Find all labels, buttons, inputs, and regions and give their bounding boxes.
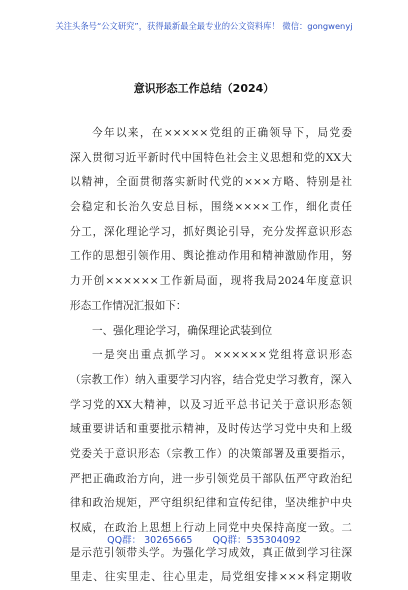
qq-group-1: QQ群： 30265665 [107,535,193,546]
body-line: 里走、往实里走、往心里走，局党组安排×××科定期收 [70,571,352,584]
body-line: 严把正确政治方向，进一步引领党员干部队伍严守政治纪 [70,472,352,485]
section-heading: 一、强化理论学习，确保理论武装到位 [92,324,273,337]
body-line: 形态工作情况汇报如下： [70,299,187,312]
body-line: 域重要讲话和重要批示精神，及时传达学习党中央和上级 [70,423,352,436]
document-body [70,121,352,590]
top-promo-banner: 关注头条号“公文研究”，获得最新最全最专业的公文资料库！ 微信：gongwenyj [55,21,353,31]
qq-group-2: QQ群：535304092 [212,535,301,546]
document-title: 意识形态工作总结（2024） [133,82,275,95]
body-line: 今年以来，在×××××党组的正确领导下，局党委 [92,127,352,139]
body-line: 党委关于意识形态（宗教工作）的决策部署及重要指示， [70,447,352,460]
body-line: 律和政治规矩，严守组织纪律和宣传纪律，坚决维护中央 [70,497,352,510]
body-line: 以精神，全面贯彻落实新时代党的×××方略、特别是社 [70,176,352,189]
body-line: 分工，深化理论学习，抓好舆论引导，充分发挥意识形态 [70,225,352,238]
body-line: 力开创××××××工作新局面，现将我局2024年度意识 [70,275,352,288]
body-line: 深入贯彻习近平新时代中国特色社会主义思想和党的XX大 [70,151,352,164]
body-line: 工作的思想引领作用、舆论推动作用和精神激励作用，努 [70,250,352,263]
body-line: 会稳定和长治久安总目标，围绕××××工作，细化责任 [70,201,352,214]
body-line: 学习党的XX大精神，以及习近平总书记关于意识形态领 [70,398,352,411]
body-line: 一是突出重点抓学习。××××××党组将意识形态 [92,349,352,362]
body-line: （宗教工作）纳入重要学习内容，结合党史学习教育，深入 [70,373,352,386]
body-line: 权威，在政治上思想上行动上同党中央保持高度一致。二 [70,522,352,534]
bottom-qq-banner [0,532,408,546]
body-line: 是示范引领带头学。为强化学习成效，真正做到学习往深 [70,546,352,559]
